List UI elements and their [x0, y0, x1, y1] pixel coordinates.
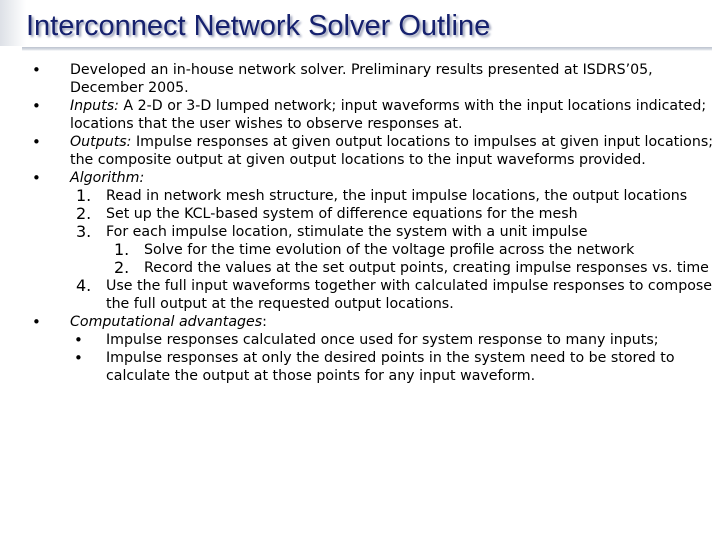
sub-step-text: Solve for the time evolution of the voltage profile across the network — [144, 242, 635, 258]
algorithm-step-1 — [28, 187, 714, 205]
bullet-marker: • — [74, 331, 83, 349]
sub-step-text: Record the values at the set output points, creating impulse responses vs. time — [144, 260, 709, 276]
slide-title: Interconnect Network Solver Outline — [26, 10, 491, 42]
bullet-text: A 2-D or 3-D lumped network; input waveforms with the input locations indicated; locations that the user wishes to observe responses at. — [70, 98, 707, 132]
algorithm-step-4 — [28, 277, 714, 313]
bullet-text: Impulse responses at given output locations to impulses at given input locations; the composite output at given output locations to the input waveforms provided. — [70, 134, 714, 168]
bullet-inputs — [28, 97, 714, 133]
algorithm-step-2 — [28, 205, 714, 223]
bullet-marker: • — [32, 169, 41, 187]
bullet-marker: • — [74, 349, 83, 367]
bullet-marker: • — [32, 97, 41, 115]
step-number: 1. — [76, 186, 92, 205]
advantage-text: Impulse responses calculated once used for system response to many inputs; — [106, 332, 659, 348]
step-number: 2. — [76, 204, 92, 223]
sub-step-2 — [28, 259, 714, 277]
bullet-developed — [28, 61, 714, 97]
step-text: Use the full input waveforms together with calculated impulse responses to compose the full output at the requested output locations. — [106, 278, 713, 312]
bullet-outputs — [28, 133, 714, 169]
sub-step-number: 1. — [114, 240, 130, 259]
step-number: 4. — [76, 276, 92, 295]
title-shadow-accent — [0, 0, 26, 46]
slide-body — [28, 61, 714, 385]
bullet-label: Outputs: — [70, 134, 132, 150]
advantage-item-1 — [28, 331, 714, 349]
bullet-algorithm — [28, 169, 714, 187]
bullet-computational-advantages — [28, 313, 714, 331]
bullet-marker: • — [32, 61, 41, 79]
step-text: For each impulse location, stimulate the system with a unit impulse — [106, 224, 588, 240]
bullet-label: Computational advantages — [70, 314, 263, 330]
bullet-label: Algorithm: — [70, 170, 145, 186]
algorithm-step-3 — [28, 223, 714, 241]
bullet-text: : — [262, 314, 267, 330]
step-number: 3. — [76, 222, 92, 241]
bullet-text: Developed an in-house network solver. Preliminary results presented at ISDRS’05, December 2005. — [70, 62, 653, 96]
title-underline — [22, 47, 712, 51]
bullet-marker: • — [32, 133, 41, 151]
step-text: Read in network mesh structure, the input impulse locations, the output locations — [106, 188, 688, 204]
bullet-marker: • — [32, 313, 41, 331]
sub-step-number: 2. — [114, 258, 130, 277]
step-text: Set up the KCL-based system of difference equations for the mesh — [106, 206, 578, 222]
sub-step-1 — [28, 241, 714, 259]
advantage-item-2 — [28, 349, 714, 385]
bullet-label: Inputs: — [70, 98, 119, 114]
advantage-text: Impulse responses at only the desired points in the system need to be stored to calculate the output at those points for any input waveform. — [106, 350, 675, 384]
